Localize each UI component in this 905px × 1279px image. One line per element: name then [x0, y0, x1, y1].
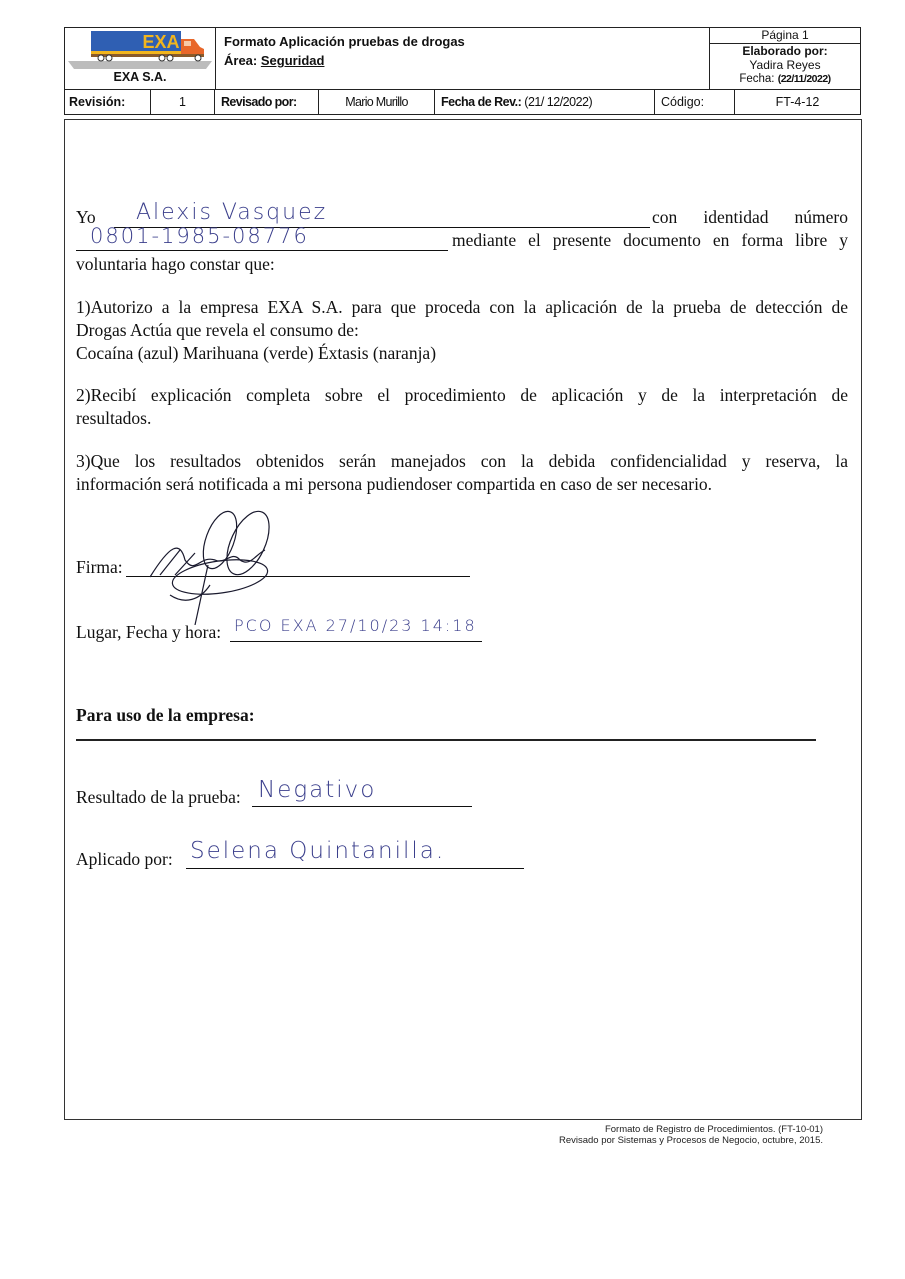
code-label: Código:	[655, 90, 735, 114]
prepared-by-label: Elaborado por:	[742, 44, 828, 58]
code-value: FT-4-12	[775, 95, 820, 109]
revision-value: 1	[151, 90, 215, 114]
signature-scribble-icon[interactable]	[140, 505, 280, 625]
prepared-by: Yadira Reyes	[749, 58, 821, 72]
document-header	[64, 27, 861, 115]
place-date-label: Lugar, Fecha y hora:	[76, 622, 222, 642]
name-field[interactable]: Alexis Vasquez	[136, 200, 328, 225]
reviewed-by-label: Revisado por:	[215, 90, 319, 114]
yo-label: Yo	[76, 207, 96, 227]
declaration-line2: voluntaria hago constar que:	[76, 254, 275, 274]
footer-line2: Revisado por Sistemas y Procesos de Negocio, octubre, 2015.	[558, 1135, 823, 1146]
reviewed-by: Mario Murillo	[319, 90, 435, 114]
area-value: Seguridad	[260, 53, 325, 68]
result-label: Resultado de la prueba:	[76, 787, 241, 807]
prepared-date-label: Fecha:	[739, 73, 775, 85]
prepared-date: (22/11/2022)	[777, 73, 831, 85]
signature-label: Firma:	[76, 557, 123, 577]
identity-field[interactable]: 0801-1985-08776	[90, 224, 309, 248]
footer-line1: Formato de Registro de Procedimientos. (FT-10-01)	[604, 1124, 823, 1135]
item-2-line1: 2)Recibí explicación completa sobre el procedimiento de aplicación y de la interpretación de	[76, 385, 848, 405]
form-title-cell	[216, 28, 710, 89]
form-title: Formato Aplicación pruebas de drogas	[224, 34, 465, 49]
result-field[interactable]: Negativo	[258, 777, 377, 803]
logo-text: EXA	[142, 32, 180, 52]
company-use-divider	[76, 739, 816, 741]
identity-label: con identidad número	[652, 207, 848, 227]
place-date-field[interactable]: PCO EXA 27/10/23 14:18	[234, 616, 477, 635]
item-1-line2: Drogas Actúa que revela el consumo de:	[76, 320, 359, 340]
declaration-line1-rest: mediante el presente documento en forma libre y	[452, 230, 848, 250]
company-logo-cell	[65, 28, 216, 89]
page-number: Página 1	[710, 28, 860, 44]
company-name: EXA S.A.	[113, 70, 167, 84]
page-footer	[559, 1124, 823, 1146]
review-date-label: Fecha de Rev.:	[441, 95, 522, 109]
applied-by-field[interactable]: Selena Quintanilla.	[190, 838, 446, 864]
meta-cell	[710, 28, 860, 89]
revision-label: Revisión:	[65, 90, 151, 114]
area-label: Área:	[224, 53, 258, 68]
item-3-line1: 3)Que los resultados obtenidos serán manejados con la debida confidencialidad y reserva, la	[76, 451, 848, 471]
item-1-line3: Cocaína (azul) Marihuana (verde) Éxtasis (naranja)	[76, 343, 437, 363]
applied-by-label: Aplicado por:	[76, 849, 173, 869]
review-date-cell	[435, 90, 655, 114]
truck-logo-icon	[66, 29, 214, 69]
item-1-line1: 1)Autorizo a la empresa EXA S.A. para que proceda con la aplicación de la prueba de detección de	[76, 297, 848, 317]
review-date: (21/ 12/2022)	[524, 95, 593, 109]
company-use-heading: Para uso de la empresa:	[76, 705, 255, 725]
item-2-line2: resultados.	[76, 408, 152, 428]
item-3-line2: información será notificada a mi persona pudiendoser compartida en caso de ser necesario.	[76, 474, 713, 494]
